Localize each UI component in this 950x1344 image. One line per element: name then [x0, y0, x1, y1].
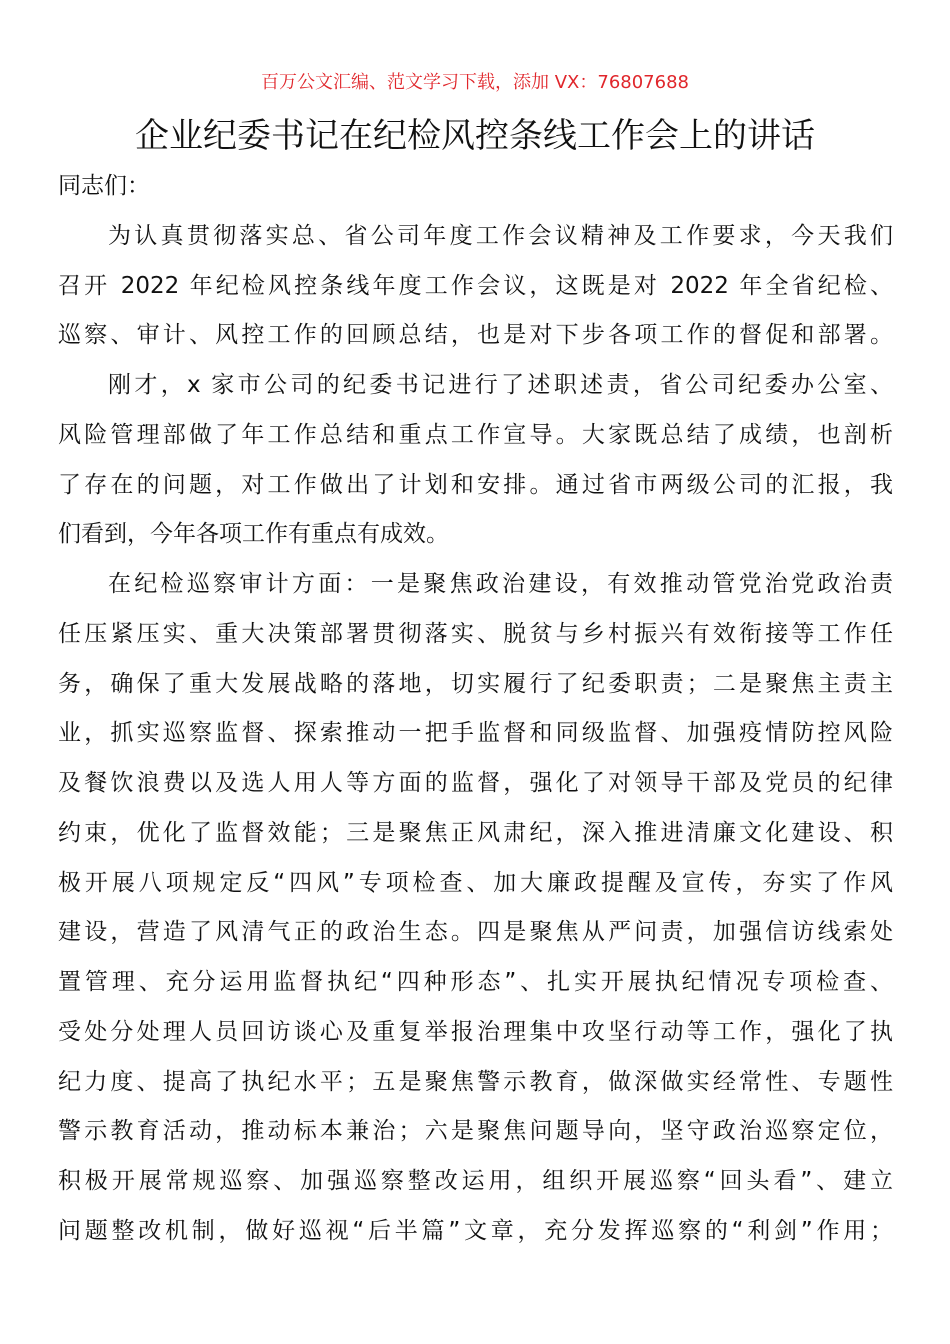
watermark-banner: 百万公文汇编、范文学习下载，添加 VX：76807688: [261, 72, 689, 93]
text-line: 在纪检巡察审计方面：一是聚焦政治建设，有效推动管党治党政治责: [108, 571, 893, 597]
text-line: 了存在的问题，对工作做出了计划和安排。通过省市两级公司的汇报，我: [58, 471, 893, 498]
text-line: 同志们：: [58, 173, 150, 199]
document-title: 企业纪委书记在纪检风控条线工作会上的讲话: [135, 116, 815, 156]
text-line: 警示教育活动，推动标本兼治；六是聚焦问题导向，坚守政治巡察定位，: [58, 1118, 893, 1145]
text-line: 纪力度、提高了执纪水平；五是聚焦警示教育，做深做实经常性、专题性: [58, 1068, 893, 1095]
text-line: 风险管理部做了年工作总结和重点工作宣导。大家既总结了成绩，也剖析: [58, 421, 893, 448]
text-line: 约束，优化了监督效能；三是聚焦正风肃纪，深入推进清廉文化建设、积: [58, 819, 893, 846]
text-line: 巡察、审计、风控工作的回顾总结，也是对下步各项工作的督促和部署。: [58, 322, 893, 349]
text-line: 业，抓实巡察监督、探索推动一把手监督和同级监督、加强疫情防控风险: [58, 720, 893, 747]
text-line: 受处分处理人员回访谈心及重复举报治理集中攻坚行动等工作，强化了执: [58, 1018, 893, 1045]
text-line: 积极开展常规巡察、加强巡察整改运用，组织开展巡察“回头看”、建立: [58, 1168, 893, 1194]
text-line: 置管理、充分运用监督执纪“四种形态”、扎实开展执纪情况专项检查、: [58, 969, 893, 995]
text-line: 召开 2022 年纪检风控条线年度工作会议，这既是对 2022 年全省纪检、: [58, 272, 893, 299]
text-line: 极开展八项规定反“四风”专项检查、加大廉政提醒及宣传，夯实了作风: [58, 869, 893, 896]
text-line: 刚才，x 家市公司的纪委书记进行了述职述责，省公司纪委办公室、: [108, 372, 893, 398]
text-line: 为认真贯彻落实总、省公司年度工作会议精神及工作要求，今天我们: [108, 222, 893, 249]
text-line: 建设，营造了风清气正的政治生态。四是聚焦从严问责，加强信访线索处: [58, 919, 893, 946]
text-line: 及餐饮浪费以及选人用人等方面的监督，强化了对领导干部及党员的纪律: [58, 770, 893, 796]
text-line: 任压紧压实、重大决策部署贯彻落实、脱贫与乡村振兴有效衔接等工作任: [58, 620, 893, 647]
text-line: 问题整改机制，做好巡视“后半篇”文章，充分发挥巡察的“利剑”作用；: [58, 1217, 893, 1244]
text-line: 务，确保了重大发展战略的落地，切实履行了纪委职责；二是聚焦主责主: [58, 670, 893, 697]
document-body: [58, 162, 893, 1257]
text-line: 们看到，今年各项工作有重点有成效。: [58, 521, 449, 548]
